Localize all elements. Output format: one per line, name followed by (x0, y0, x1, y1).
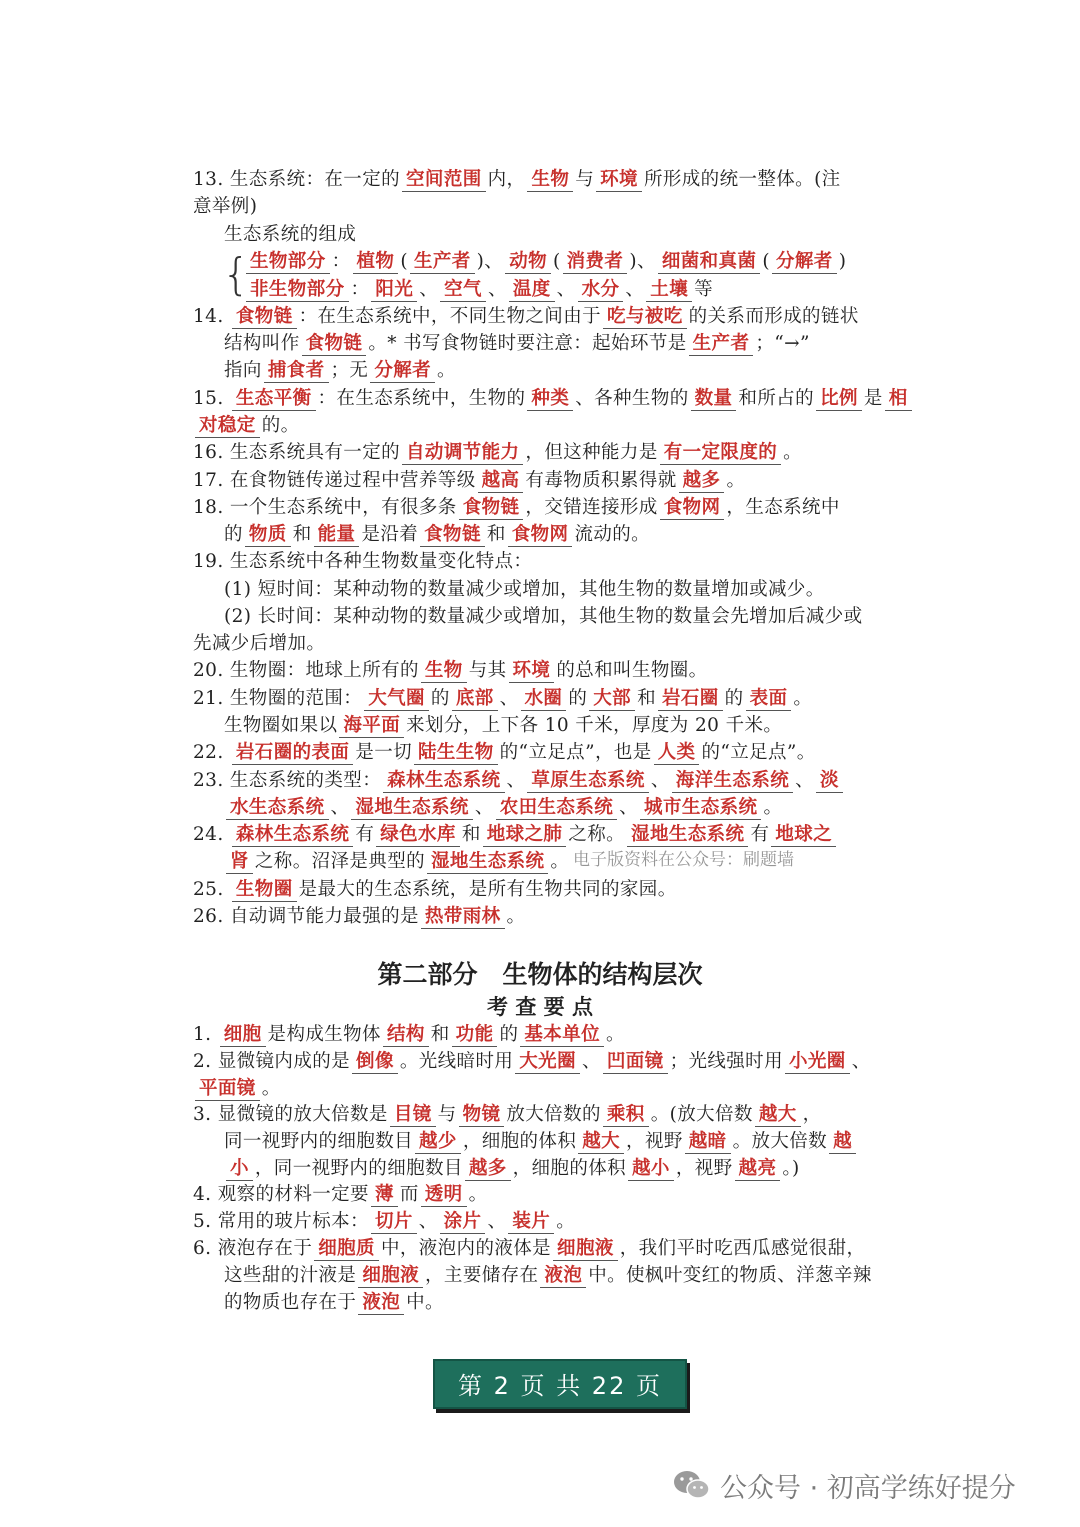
line-text: 、 (581, 1051, 601, 1072)
answer-fill: 地球之 (771, 824, 836, 847)
text-line (193, 657, 923, 684)
answer-fill: 细胞液 (553, 1238, 618, 1261)
answer-fill: 陆生生物 (414, 742, 498, 765)
line-text: 和 (430, 1024, 450, 1045)
line-text: 流动的。 (574, 524, 651, 545)
line-text: 4. 观察的材料一定要 (193, 1184, 369, 1205)
answer-fill: 消费者 (563, 251, 628, 274)
line-text: 3. 显微镜的放大倍数是 (193, 1104, 388, 1125)
answer-fill: 细菌和真菌 (658, 251, 761, 274)
answer-fill: 涂片 (440, 1211, 486, 1234)
text-line (224, 1289, 954, 1316)
line-text: 22. (193, 742, 230, 763)
answer-fill: 能量 (314, 524, 360, 547)
line-text: 26. 自动调节能力最强的是 (193, 906, 419, 927)
line-text: 指向 (224, 360, 262, 381)
answer-fill: 对稳定 (195, 415, 260, 438)
answer-fill: 动物 (505, 251, 551, 274)
line-text: ，主要储存在 (425, 1265, 539, 1286)
line-text: 13. 生态系统：在一定的 (193, 169, 401, 190)
line-text: 生物圈如果以 (224, 715, 338, 736)
line-text: 的“立足点”，也是 (499, 742, 652, 763)
text-line (244, 276, 974, 303)
answer-fill: 空间范围 (402, 169, 486, 192)
line-text: 6. 液泡存在于 (193, 1238, 313, 1259)
line-text: 、 (619, 797, 639, 818)
line-text: 是 (863, 388, 883, 409)
line-text: 和 (461, 824, 481, 845)
line-text: 、 (795, 770, 815, 791)
line-text: 同一视野内的细胞数目 (224, 1131, 414, 1152)
line-text: 、 (330, 797, 350, 818)
line-text: 与 (575, 169, 595, 190)
answer-fill: 基本单位 (520, 1024, 604, 1047)
line-text: 这些甜的汁液是 (224, 1265, 357, 1286)
line-text: 。) (782, 1158, 800, 1179)
answer-fill: 物质 (245, 524, 291, 547)
line-text: 先减少后增加。 (193, 633, 326, 654)
text-line (193, 193, 923, 220)
text-line (193, 548, 923, 575)
text-line (224, 521, 954, 548)
line-text: 的总和叫生物圈。 (556, 660, 708, 681)
wechat-icon (672, 1469, 712, 1501)
answer-fill: 非生物部分 (246, 279, 349, 302)
answer-fill: 生物 (421, 660, 467, 683)
line-text: ( (762, 251, 770, 272)
line-text: 的 (430, 688, 450, 709)
answer-fill: 草原生态系统 (527, 770, 648, 793)
text-line (193, 821, 923, 848)
line-text: ，交错连接形成 (525, 497, 658, 518)
line-text: 之称。沼泽是典型的 (254, 851, 426, 872)
text-line (193, 767, 923, 794)
answer-fill: 越 (829, 1131, 856, 1154)
answer-fill: 大光圈 (515, 1051, 580, 1074)
answer-fill: 越暗 (685, 1131, 731, 1154)
line-text: 有 (750, 824, 770, 845)
line-text: 18. 一个生态系统中，有很多条 (193, 497, 457, 518)
text-line (193, 876, 923, 903)
line-text: ： (331, 251, 351, 272)
line-text: 。 (468, 1184, 488, 1205)
line-text: ，视野 (626, 1131, 683, 1152)
answer-fill: 自动调节能力 (402, 442, 523, 465)
answer-fill: 数量 (691, 388, 737, 411)
answer-fill: 热带雨林 (421, 906, 505, 929)
line-text: 中，液泡内的液体是 (380, 1238, 552, 1259)
answer-fill: 地球之肺 (483, 824, 567, 847)
line-text: 是沿着 (361, 524, 419, 545)
answer-fill: 吃与被吃 (603, 306, 687, 329)
grouping-brace: { (222, 249, 250, 300)
answer-fill: 阳光 (371, 279, 417, 302)
text-line (224, 794, 954, 821)
text-line (224, 221, 954, 248)
line-text: 。* 书写食物链时要注意：起始环节是 (368, 333, 687, 354)
line-text: 与 (437, 1104, 457, 1125)
answer-fill: 小光圈 (785, 1051, 850, 1074)
answer-fill: 环境 (509, 660, 555, 683)
line-text: 16. 生态系统具有一定的 (193, 442, 401, 463)
answer-fill: 生物 (527, 169, 573, 192)
line-text: 25. (193, 879, 230, 900)
line-text: 。 (783, 442, 803, 463)
answer-fill: 平面镜 (195, 1078, 260, 1101)
answer-fill: 食物链 (232, 306, 297, 329)
line-text: )、 (476, 251, 504, 272)
text-line (224, 576, 954, 603)
answer-fill: 土壤 (646, 279, 692, 302)
line-text: 的。 (261, 415, 300, 436)
line-text: 。 (793, 688, 813, 709)
answer-fill: 温度 (509, 279, 555, 302)
answer-fill: 越高 (478, 470, 524, 493)
line-text: 中。 (406, 1292, 444, 1313)
section-title: 第二部分 生物体的结构层次 (377, 960, 703, 989)
answer-fill: 越多 (465, 1158, 511, 1181)
answer-fill: 捕食者 (264, 360, 329, 383)
line-text: 和 (637, 688, 656, 709)
line-text: 所形成的统一整体。(注 (643, 169, 841, 190)
answer-fill: 湿地生态系统 (627, 824, 748, 847)
line-text: 与其 (468, 660, 507, 681)
line-text: 中。使枫叶变红的物质、洋葱辛辣 (588, 1265, 872, 1286)
answer-fill: 生物部分 (246, 251, 330, 274)
line-text: ，细胞的体积 (512, 1158, 627, 1179)
answer-fill: 细胞液 (358, 1265, 423, 1288)
line-text: ( (400, 251, 408, 272)
line-text: 放大倍数的 (506, 1104, 601, 1125)
line-text: 是一切 (355, 742, 413, 763)
answer-fill: 相 (885, 388, 912, 411)
text-line (193, 1235, 923, 1262)
answer-fill: 分解者 (370, 360, 435, 383)
footer-account (672, 1465, 1016, 1505)
line-text: 有毒物质积累得就 (525, 470, 677, 491)
answer-fill: 城市生态系统 (640, 797, 761, 820)
line-text: ，视野 (675, 1158, 733, 1179)
line-text: 。放大倍数 (732, 1131, 828, 1152)
line-text: 15. (193, 388, 230, 409)
text-line (193, 494, 923, 521)
line-text: 。 (726, 470, 746, 491)
line-text: 。 (506, 906, 526, 927)
line-text: 。 (763, 797, 783, 818)
answer-fill: 食物网 (660, 497, 725, 520)
text-line (193, 166, 923, 193)
line-text: 19. 生态系统中各种生物数量变化特点： (193, 551, 533, 572)
answer-fill: 食物链 (459, 497, 524, 520)
line-text: 的 (724, 688, 744, 709)
answer-fill: 越亮 (735, 1158, 781, 1181)
text-line (224, 712, 954, 739)
text-line (193, 467, 923, 494)
text-line (193, 1075, 923, 1102)
text-line (224, 603, 954, 630)
line-text: ，我们平时吃西瓜感觉很甜， (619, 1238, 866, 1259)
answer-fill: 食物链 (420, 524, 485, 547)
answer-fill: 小 (226, 1158, 253, 1181)
answer-fill: 乘积 (603, 1104, 649, 1127)
answer-fill: 分解者 (772, 251, 837, 274)
line-text: 和 (292, 524, 312, 545)
answer-fill: 肾 (226, 851, 253, 874)
answer-fill: 水分 (578, 279, 624, 302)
line-text: (2) 长时间：某种动物的数量减少或增加，其他生物的数量会先增加后减少或 (224, 606, 863, 627)
answer-fill: 目镜 (390, 1104, 436, 1127)
answer-fill: 食物网 (508, 524, 573, 547)
text-line (193, 1101, 923, 1128)
answer-fill: 越大 (755, 1104, 801, 1127)
text-line (193, 1021, 923, 1048)
line-text: 24. (193, 824, 230, 845)
answer-fill: 比例 (816, 388, 862, 411)
answer-fill: 淡 (816, 770, 843, 793)
text-line (224, 330, 954, 357)
text-line (224, 1155, 954, 1182)
line-text: 生态系统的组成 (224, 224, 357, 245)
text-line (193, 412, 923, 439)
line-text: )、 (629, 251, 656, 272)
answer-fill: 结构 (383, 1024, 429, 1047)
answer-fill: 有一定限度的 (660, 442, 781, 465)
line-text: ；无 (330, 360, 369, 381)
answer-fill: 空气 (440, 279, 486, 302)
line-text: ， (802, 1104, 822, 1125)
answer-fill: 越大 (578, 1131, 624, 1154)
answer-fill: 越多 (679, 470, 725, 493)
answer-fill: 越少 (415, 1131, 461, 1154)
text-line (193, 385, 923, 412)
line-text: ，但这种能力是 (525, 442, 658, 463)
answer-fill: 森林生态系统 (383, 770, 504, 793)
line-text: 之称。 (568, 824, 626, 845)
line-text: 有 (355, 824, 375, 845)
answer-fill: 人类 (654, 742, 700, 765)
line-text: 、 (499, 688, 519, 709)
line-text: 的 (224, 524, 243, 545)
line-text: 的 (568, 688, 588, 709)
line-text: ，同一视野内的细胞数目 (254, 1158, 463, 1179)
section-subtitle: 考 查 要 点 (487, 995, 593, 1019)
line-text: 、 (419, 279, 439, 300)
text-line (193, 630, 923, 657)
answer-fill: 薄 (371, 1184, 398, 1207)
answer-fill: 液泡 (358, 1292, 404, 1315)
line-text: 、 (625, 279, 645, 300)
line-text: 、 (418, 1211, 438, 1232)
line-text: 、各种生物的 (575, 388, 689, 409)
line-text: ： (350, 279, 370, 300)
line-text: ：在生态系统中，生物的 (317, 388, 526, 409)
answer-fill: 细胞质 (314, 1238, 379, 1261)
answer-fill: 森林生态系统 (232, 824, 353, 847)
answer-fill: 生产者 (410, 251, 475, 274)
line-text: 和 (486, 524, 506, 545)
line-text: 。 (437, 360, 456, 381)
line-text: 是构成生物体 (267, 1024, 381, 1045)
text-line (193, 303, 923, 330)
line-text: 、 (487, 1211, 507, 1232)
answer-fill: 湿地生态系统 (427, 851, 548, 874)
line-text: 20. 生物圈：地球上所有的 (193, 660, 419, 681)
line-text: 的“立足点”。 (701, 742, 816, 763)
line-text: ，生态系统中 (726, 497, 840, 518)
answer-fill: 透明 (421, 1184, 467, 1207)
text-line (193, 439, 923, 466)
line-text: ；光线强时用 (669, 1051, 783, 1072)
text-line (224, 1262, 954, 1289)
line-text: 的关系而形成的链状 (688, 306, 859, 327)
text-line (193, 1048, 923, 1075)
line-text: 1. (193, 1024, 218, 1045)
line-text: ( (553, 251, 561, 272)
answer-fill: 植物 (353, 251, 399, 274)
text-line (193, 1181, 923, 1208)
line-text: 内， (487, 169, 526, 190)
line-text: 、 (851, 1051, 871, 1072)
answer-fill: 海平面 (339, 715, 404, 738)
answer-fill: 食物链 (302, 333, 367, 356)
answer-fill: 表面 (746, 688, 792, 711)
answer-fill: 生物圈 (232, 879, 297, 902)
answer-fill: 种类 (527, 388, 573, 411)
answer-fill: 底部 (452, 688, 498, 711)
line-text: 。 (606, 1024, 625, 1045)
line-text: ：在生态系统中，不同生物之间由于 (298, 306, 602, 327)
line-text: 、 (650, 770, 670, 791)
answer-fill: 岩石圈 (658, 688, 723, 711)
line-text: 的 (499, 1024, 519, 1045)
line-text: ；“→” (755, 333, 810, 354)
answer-fill: 倒像 (352, 1051, 398, 1074)
text-line (193, 1208, 923, 1235)
line-text: 来划分，上下各 10 千米，厚度为 20 千米。 (406, 715, 783, 736)
answer-fill: 海洋生态系统 (672, 770, 793, 793)
answer-fill: 农田生态系统 (496, 797, 617, 820)
line-text: 。光线暗时用 (399, 1051, 514, 1072)
answer-fill: 物镜 (459, 1104, 505, 1127)
line-text: 是最大的生态系统，是所有生物共同的家园。 (298, 879, 677, 900)
line-text: 等 (694, 279, 714, 300)
line-text: 2. 显微镜内成的是 (193, 1051, 351, 1072)
line-text: 、 (506, 770, 526, 791)
line-text: 14. (193, 306, 230, 327)
text-line (244, 248, 974, 275)
line-text: 意举例) (193, 196, 258, 217)
answer-fill: 细胞 (220, 1024, 266, 1047)
watermark-text: 电子版资料在公众号：刷题墙 (573, 850, 794, 870)
answer-fill: 岩石圈的表面 (232, 742, 353, 765)
answer-fill: 水圈 (521, 688, 567, 711)
answer-fill: 功能 (452, 1024, 498, 1047)
line-text: 。(放大倍数 (650, 1104, 753, 1125)
text-line (224, 357, 954, 384)
text-line (193, 739, 923, 766)
answer-fill: 生产者 (689, 333, 754, 356)
answer-fill: 环境 (596, 169, 642, 192)
line-text: 、 (474, 797, 494, 818)
answer-fill: 装片 (508, 1211, 554, 1234)
answer-fill: 生态平衡 (232, 388, 316, 411)
answer-fill: 湿地生态系统 (351, 797, 472, 820)
text-line (193, 903, 923, 930)
answer-fill: 切片 (371, 1211, 417, 1234)
line-text: 21. 生物圈的范围： (193, 688, 363, 709)
line-text: 23. 生态系统的类型： (193, 770, 382, 791)
footer-text: 公众号 · 初高学练好提分 (720, 1472, 1016, 1504)
answer-fill: 越小 (628, 1158, 674, 1181)
line-text: (1) 短时间：某种动物的数量减少或增加，其他生物的数量增加或减少。 (224, 579, 825, 600)
line-text: 。 (261, 1078, 281, 1099)
line-text: ，细胞的体积 (462, 1131, 577, 1152)
text-line (193, 685, 923, 712)
line-text: 、 (556, 279, 576, 300)
answer-fill: 液泡 (540, 1265, 586, 1288)
answer-fill: 凹面镜 (603, 1051, 668, 1074)
line-text: ) (838, 251, 847, 272)
line-text: 。 (556, 1211, 576, 1232)
answer-fill: 大部 (589, 688, 635, 711)
line-text: 17. 在食物链传递过程中营养等级 (193, 470, 476, 491)
line-text: 的物质也存在于 (224, 1292, 357, 1313)
line-text: 而 (399, 1184, 419, 1205)
line-text: 、 (487, 279, 507, 300)
line-text: 结构叫作 (224, 333, 300, 354)
answer-fill: 大气圈 (364, 688, 429, 711)
answer-fill: 水生态系统 (226, 797, 329, 820)
text-line (224, 1128, 954, 1155)
line-text: 和所占的 (738, 388, 815, 409)
line-text: 。 (550, 851, 570, 872)
answer-fill: 绿色水库 (376, 824, 460, 847)
line-text: 5. 常用的玻片标本： (193, 1211, 369, 1232)
page-indicator: 第 2 页 共 22 页 (433, 1359, 687, 1409)
